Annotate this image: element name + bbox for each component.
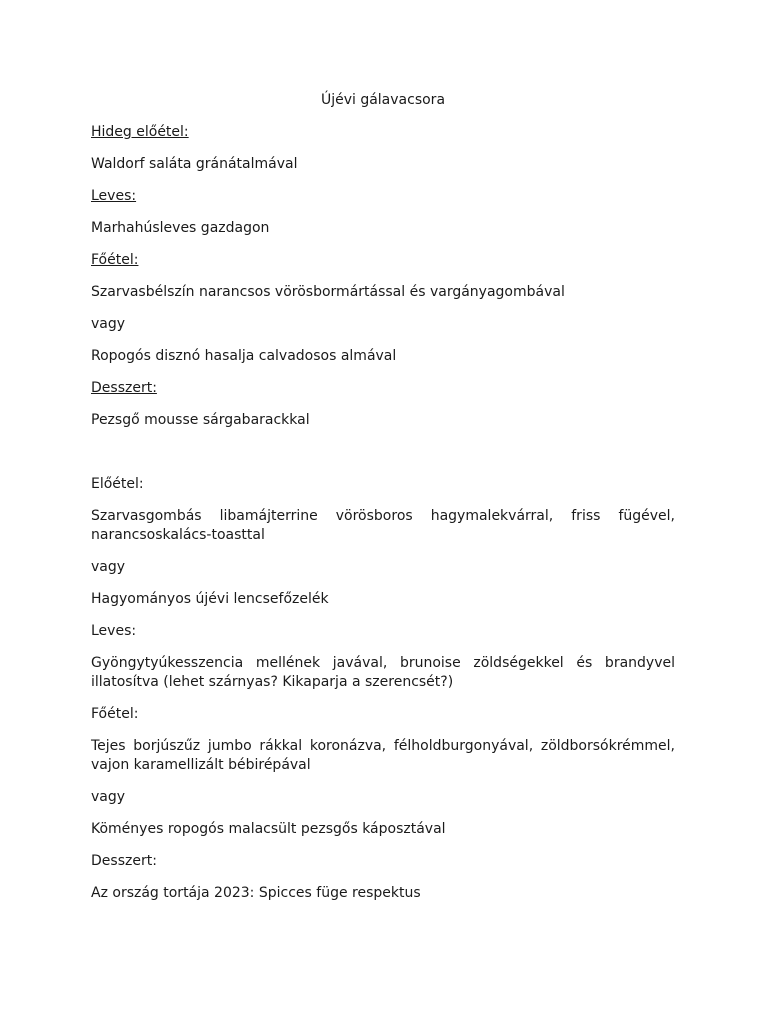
- main-course-option-2-2: Köményes ropogós malacsült pezsgős káposztával: [91, 821, 446, 837]
- soup-item-2: Gyöngytyúkesszencia mellének javával, brunoise zöldségekkel és brandyvel illatosítva (lehet szárnyas? Kikaparja a szerencsét?): [91, 655, 675, 690]
- soup-item: Marhahúsleves gazdagon: [91, 220, 270, 236]
- starter-heading: Előétel:: [91, 476, 144, 492]
- main-course-heading: Főétel:: [91, 252, 139, 268]
- dessert-heading: Desszert:: [91, 380, 157, 396]
- main-course-heading-2: Főétel:: [91, 706, 139, 722]
- main-course-option-1-2: Tejes borjúszűz jumbo rákkal koronázva, félholdburgonyával, zöldborsókrémmel, vajon karamellizált bébirépával: [91, 738, 675, 773]
- soup-heading: Leves:: [91, 188, 137, 204]
- starter-option-2: Hagyományos újévi lencsefőzelék: [91, 591, 329, 607]
- or-separator: vagy: [91, 789, 126, 805]
- document-title: Újévi gálavacsora: [320, 92, 446, 108]
- main-course-option-1: Szarvasbélszín narancsos vörösbormártással és vargányagombával: [91, 284, 565, 300]
- dessert-heading-2: Desszert:: [91, 853, 157, 869]
- or-separator: vagy: [91, 559, 126, 575]
- starter-option-1: Szarvasgombás libamájterrine vörösboros hagymalekvárral, friss fügével, narancsoskalács-toasttal: [91, 508, 675, 543]
- main-course-option-2: Ropogós disznó hasalja calvadosos almával: [91, 348, 397, 364]
- section-spacer: [91, 443, 675, 475]
- dessert-item-2: Az ország tortája 2023: Spicces füge respektus: [91, 885, 421, 901]
- or-separator: vagy: [91, 316, 126, 332]
- soup-heading-2: Leves:: [91, 623, 137, 639]
- dessert-item: Pezsgő mousse sárgabarackkal: [91, 412, 310, 428]
- cold-starter-item: Waldorf saláta gránátalmával: [91, 156, 298, 172]
- document-body: [91, 91, 675, 916]
- cold-starter-heading: Hideg előétel:: [91, 124, 189, 140]
